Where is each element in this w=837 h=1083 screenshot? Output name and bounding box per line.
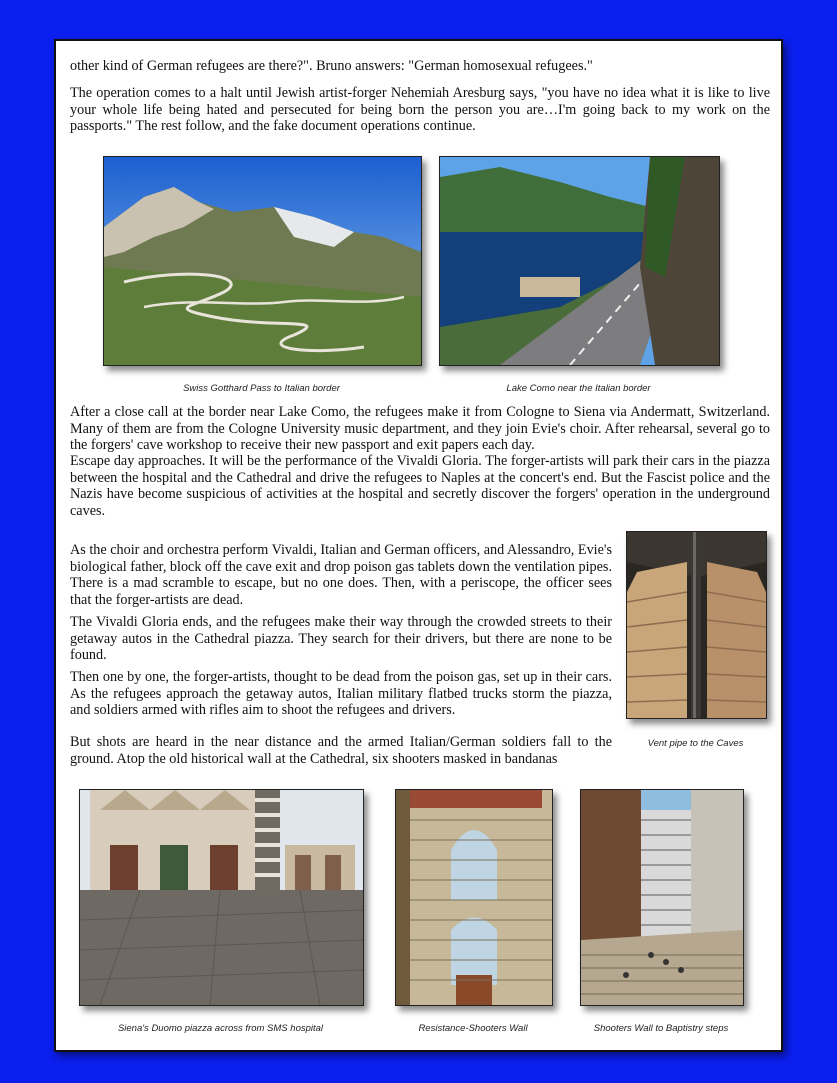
paragraph-8: But shots are heard in the near distance and the armed Italian/German soldiers fall to the ground. Atop the old historical wall at the Cathedral, six shooters masked in bandanas [70,734,612,767]
paragraph-3: After a close call at the border near Lake Como, the refugees make it from Cologne to Siena via Andermatt, Switzerland. Many of them are from the Cologne University music department, and they join Evie's choir. After rehearsal, several go to the forgers' cave workshop to receive their new passport and exit papers each day. [70,404,770,453]
caption-steps: Shooters Wall to Baptistry steps [593,1023,729,1034]
lake-road-image [440,157,719,365]
photo-gotthard-pass [103,156,422,366]
mountain-pass-image [104,157,421,365]
paragraph-4: Escape day approaches. It will be the performance of the Vivaldi Gloria. The forger-artists will park their cars in the piazza between the hospital and the Cathedral and drive the refugees to Naples at the concert's end. But the Fascist police and the Nazis have become suspicious of activities at the hospital and secretly discover the forgers' operation in the underground caves. [70,453,770,519]
paragraph-5: As the choir and orchestra perform Vivaldi, Italian and German officers, and Alessandro, Evie's biological father, block off the cave exit and drop poison gas tablets down the ventilation pipes. There is a mad scramble to escape, but no one does. Then, with a periscope, the officer sees that the forger-artists are dead. [70,542,612,608]
baptistry-steps-image [581,790,743,1005]
caption-como: Lake Como near the Italian border [506,383,651,394]
vent-pipe-image [627,532,766,718]
document-page [54,39,783,1052]
photo-baptistry-steps [580,789,744,1006]
photo-vent-pipe [626,531,767,719]
paragraph-2: The operation comes to a halt until Jewish artist-forger Nehemiah Aresburg says, "you have no idea what it is like to live your whole life being hated and persecuted for being born the person you are…I'm going back to my work on the passports." The rest follow, and the fake document operations continue. [70,85,770,134]
photo-shooters-wall [395,789,553,1006]
paragraph-1: other kind of German refugees are there?". Bruno answers: "German homosexual refugees." [70,58,593,74]
caption-gotthard: Swiss Gotthard Pass to Italian border [183,383,340,394]
paragraph-6: The Vivaldi Gloria ends, and the refugees make their way through the crowded streets to their getaway autos in the Cathedral piazza. They search for their drivers, but there are none to be found. [70,614,612,663]
duomo-piazza-image [80,790,363,1005]
paragraph-7: Then one by one, the forger-artists, thought to be dead from the poison gas, set up in their cars. As the refugees approach the getaway autos, Italian military flatbed trucks storm the piazza, and soldiers armed with rifles aim to shoot the refugees and drivers. [70,669,612,718]
photo-duomo-piazza [79,789,364,1006]
caption-wall: Resistance-Shooters Wall [418,1023,528,1034]
photo-lake-como [439,156,720,366]
caption-duomo: Siena's Duomo piazza across from SMS hospital [117,1023,324,1034]
caption-vent: Vent pipe to the Caves [647,738,744,749]
shooters-wall-image [396,790,552,1005]
